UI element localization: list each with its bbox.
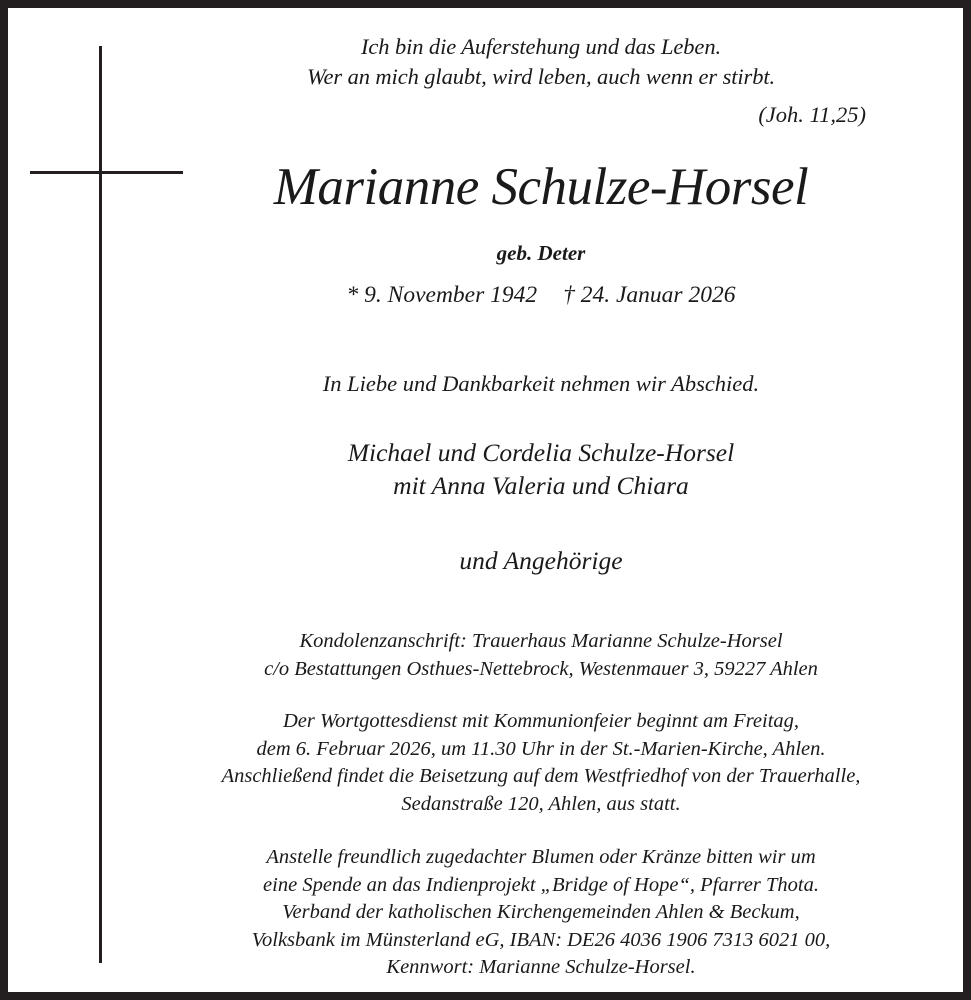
service-details xyxy=(191,708,891,818)
relatives-label: und Angehörige xyxy=(459,546,623,575)
service-line-4: Sedanstraße 120, Ahlen, aus statt. xyxy=(401,792,681,815)
deceased-name: Marianne Schulze-Horsel xyxy=(273,158,809,216)
birth-date: * 9. November 1942 xyxy=(346,282,538,308)
life-dates xyxy=(191,280,891,310)
service-line-2: dem 6. Februar 2026, um 11.30 Uhr in der St.-Marien-Kirche, Ahlen. xyxy=(256,737,826,760)
condolence-line-2: c/o Bestattungen Osthues-Nettebrock, Westenmauer 3, 59227 Ahlen xyxy=(264,657,818,680)
donation-line-3: Verband der katholischen Kirchengemeinden Ahlen & Beckum, xyxy=(282,901,800,923)
donation-line-2: eine Spende an das Indienprojekt „Bridge of Hope“, Pfarrer Thota. xyxy=(263,873,819,896)
service-line-3: Anschließend findet die Beisetzung auf dem Westfriedhof von der Trauerhalle, xyxy=(221,765,861,787)
condolence-line-1: Kondolenzanschrift: Trauerhaus Marianne Schulze-Horsel xyxy=(299,630,783,652)
survivors-line-1: Michael und Cordelia Schulze-Horsel xyxy=(347,438,735,467)
survivors-line-2: mit Anna Valeria und Chiara xyxy=(393,471,689,500)
survivors-list xyxy=(191,436,891,502)
condolence-address xyxy=(191,628,891,683)
christian-cross-horizontal-icon xyxy=(30,171,183,174)
scripture-line-2: Wer an mich glaubt, wird leben, auch wenn er stirbt. xyxy=(306,64,776,89)
death-date: † 24. Januar 2026 xyxy=(563,282,736,308)
deceased-maiden-name: geb. Deter xyxy=(496,241,586,265)
donation-line-1: Anstelle freundlich zugedachter Blumen oder Kränze bitten wir um xyxy=(266,846,816,868)
donation-request xyxy=(191,844,891,982)
donation-reference: Kennwort: Marianne Schulze-Horsel. xyxy=(386,956,696,978)
scripture-reference: (Joh. 11,25) xyxy=(758,102,866,127)
scripture-line-1: Ich bin die Auferstehung und das Leben. xyxy=(360,34,721,59)
obituary-content xyxy=(191,8,963,992)
donation-bank-iban: Volksbank im Münsterland eG, IBAN: DE26 4036 1906 7313 6021 00, xyxy=(251,928,831,951)
christian-cross-vertical-icon xyxy=(99,46,102,963)
service-line-1: Der Wortgottesdienst mit Kommunionfeier beginnt am Freitag, xyxy=(282,710,800,732)
farewell-message: In Liebe und Dankbarkeit nehmen wir Abschied. xyxy=(322,371,760,396)
scripture-quote xyxy=(191,32,891,92)
